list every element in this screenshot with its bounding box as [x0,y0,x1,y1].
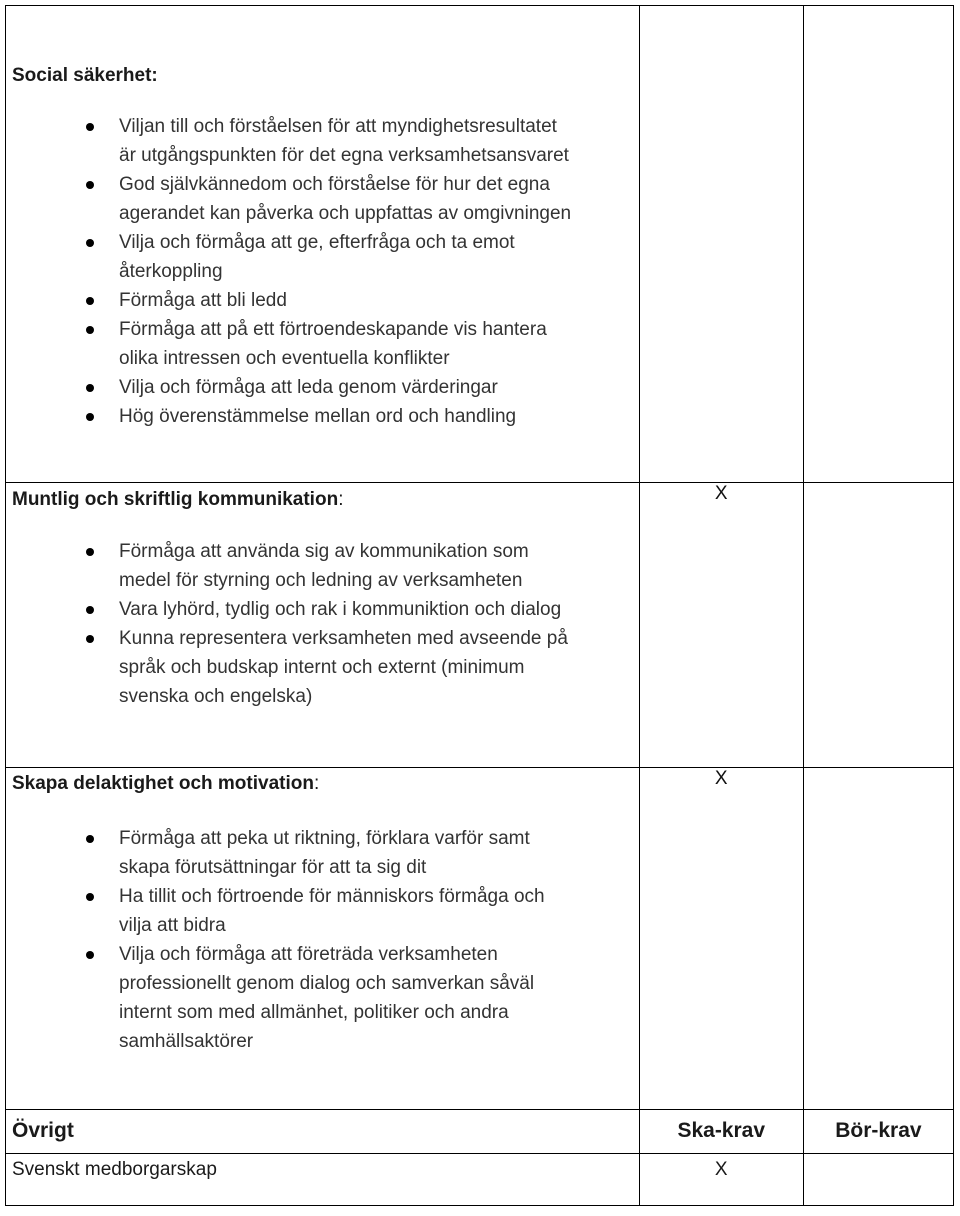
list-item [6,170,639,228]
section-title [6,483,639,511]
list-item-line: Kunna representera verksamheten med avseende på [119,628,568,649]
ovrigt-header-row [6,1110,954,1154]
ska-krav-heading: Ska-krav [677,1119,766,1142]
bullet-icon [86,123,94,131]
list-item [6,402,639,431]
bullet-icon [86,606,94,614]
bor-krav-heading: Bör-krav [835,1119,922,1142]
list-item [6,824,639,882]
list-item [6,373,639,402]
list-item [6,940,639,1056]
ska-mark: X [714,768,728,789]
list-item-line: Förmåga att på ett förtroendeskapande vis hantera [119,319,547,340]
list-item-line: agerandet kan påverka och uppfattas av omgivningen [119,203,572,224]
bullet-icon [86,635,94,643]
section-cell [6,768,640,1110]
list-item-line: vilja att bidra [119,915,226,936]
bullet-icon [86,384,94,392]
bullet-icon [86,326,94,334]
bor-header-cell [803,1110,953,1154]
list-item-line: Förmåga att bli ledd [119,290,287,311]
section-title-text: Muntlig och skriftlig kommunikation [12,489,339,510]
ovrigt-row [6,1154,954,1206]
list-item-line: Viljan till och förståelsen för att myndighetsresultatet [119,116,557,137]
list-item-line: internt som med allmänhet, politiker och andra [119,1002,509,1023]
list-item-line: Ha tillit och förtroende för människors förmåga och [119,886,545,907]
list-item-line: medel för styrning och ledning av verksamheten [119,570,523,591]
bullet-list [6,537,639,711]
bullet-icon [86,181,94,189]
ska-cell [639,768,803,1110]
list-item [6,537,639,595]
section-row-delaktighet [6,768,954,1110]
list-item-line: återkoppling [119,261,223,282]
bullet-icon [86,548,94,556]
list-item [6,112,639,170]
list-item-line: språk och budskap internt och externt (minimum [119,657,525,678]
list-item-line: är utgångspunkten för det egna verksamhetsansvaret [119,145,569,166]
bullet-icon [86,951,94,959]
section-cell [6,6,640,483]
list-item [6,882,639,940]
ska-header-cell [639,1110,803,1154]
list-item-line: Förmåga att använda sig av kommunikation som [119,541,529,562]
section-row-kommunikation [6,483,954,768]
requirements-table [5,5,954,1206]
ovrigt-label-cell [6,1154,640,1206]
ska-mark: X [714,1159,728,1180]
list-item-line: skapa förutsättningar för att ta sig dit [119,857,427,878]
ska-cell [639,1154,803,1206]
list-item [6,595,639,624]
section-title [6,768,639,795]
list-item-line: olika intressen och eventuella konflikter [119,348,450,369]
bor-cell [803,483,953,768]
ovrigt-heading: Övrigt [12,1119,74,1142]
ska-mark: X [714,483,728,504]
section-title-colon: : [313,773,320,794]
list-item [6,624,639,711]
section-cell [6,483,640,768]
ovrigt-label: Svenskt medborgarskap [12,1159,217,1180]
ska-cell [639,483,803,768]
list-item-line: Förmåga att peka ut riktning, förklara varför samt [119,828,530,849]
list-item-line: Vara lyhörd, tydlig och rak i kommuniktion och dialog [119,599,562,620]
list-item-line: professionellt genom dialog och samverkan såväl [119,973,535,994]
section-title-text: Skapa delaktighet och motivation [12,773,314,794]
section-title-colon: : [338,489,344,510]
bor-cell [803,1154,953,1206]
bor-cell [803,6,953,483]
section-title: Social säkerhet: [12,65,158,86]
section-row-social [6,6,954,483]
bullet-icon [86,893,94,901]
list-item-line: Vilja och förmåga att leda genom värderingar [119,377,498,398]
bullet-icon [86,239,94,247]
bullet-icon [86,297,94,305]
list-item-line: Vilja och förmåga att företräda verksamheten [119,944,498,965]
list-item [6,315,639,373]
bor-cell [803,768,953,1110]
ovrigt-header-cell [6,1110,640,1154]
bullet-list [6,824,639,1056]
bullet-icon [86,413,94,421]
bor-mark [804,1154,953,1159]
list-item-line: God självkännedom och förståelse för hur det egna [119,174,550,195]
list-item-line: svenska och engelska) [119,686,313,707]
list-item [6,228,639,286]
ska-cell [639,6,803,483]
list-item-line: samhällsaktörer [119,1031,254,1052]
bullet-list [6,112,639,431]
list-item-line: Hög överenstämmelse mellan ord och handling [119,406,517,427]
bullet-icon [86,835,94,843]
list-item [6,286,639,315]
list-item-line: Vilja och förmåga att ge, efterfråga och ta emot [119,232,515,253]
